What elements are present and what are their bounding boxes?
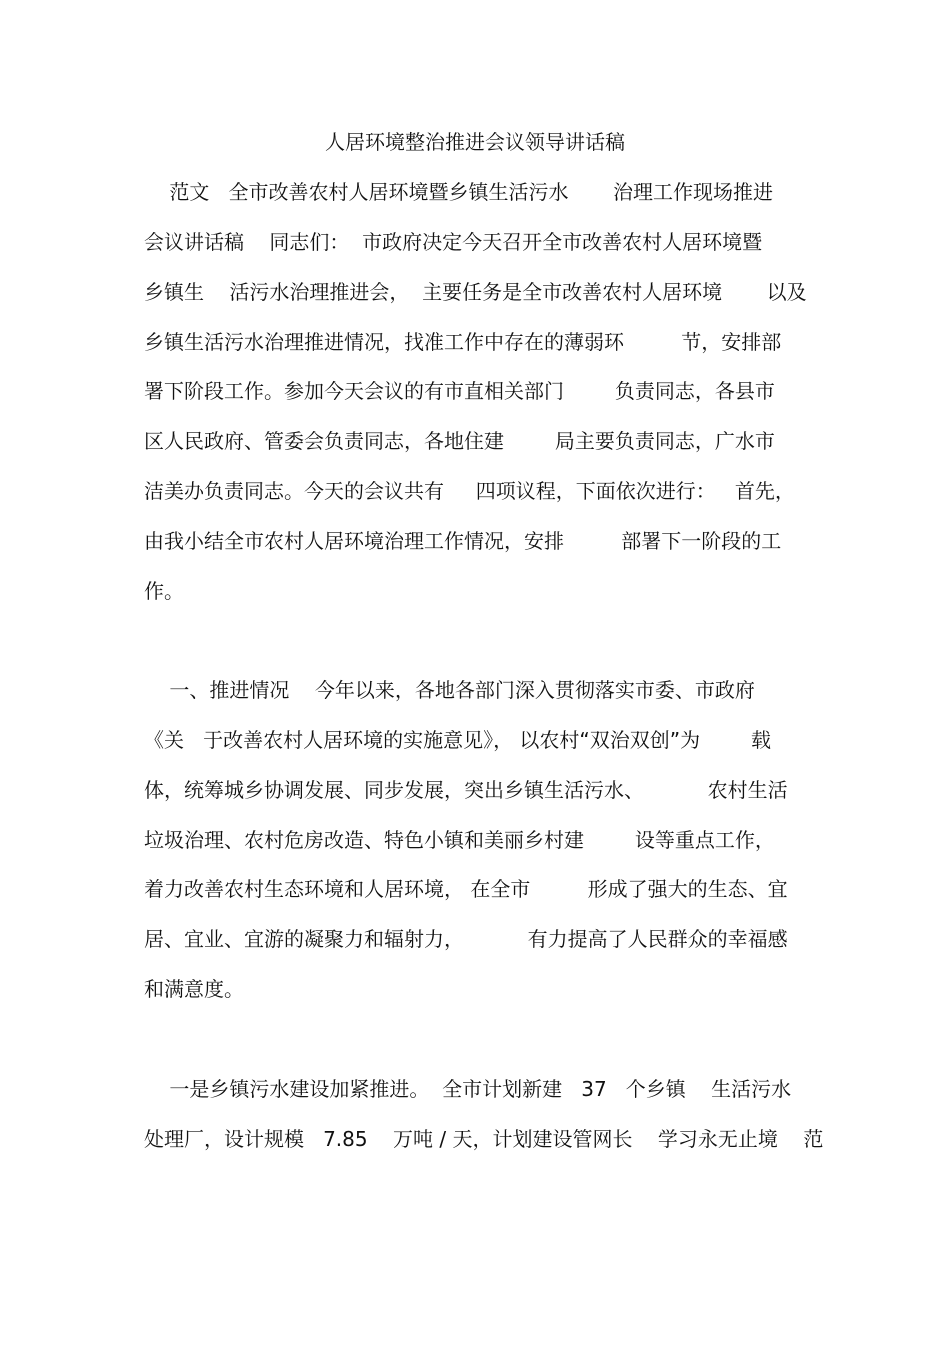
text-line: 作。 — [144, 579, 184, 603]
text-line: 会议讲话稿 同志们： 市政府决定今天召开全市改善农村人居环境暨 — [144, 230, 763, 254]
text-line: 着力改善农村生态环境和人居环境， 在全市 形成了强大的生态、宜 — [144, 877, 788, 901]
text-line: 由我小结全市农村人居环境治理工作情况，安排 部署下一阶段的工 — [144, 529, 782, 553]
text-line: 乡镇生 活污水治理推进会， 主要任务是全市改善农村人居环境 以及 — [144, 280, 807, 304]
text-line: 范文 全市改善农村人居环境暨乡镇生活污水 治理工作现场推进 — [144, 180, 774, 204]
text-line: 乡镇生活污水治理推进情况，找准工作中存在的薄弱环 节，安排部 — [144, 330, 782, 354]
document-title: 人居环境整治推进会议领导讲话稿 — [325, 130, 625, 154]
text-line: 《关 于改善农村人居环境的实施意见》， 以农村“双治双创”为 载 — [144, 728, 772, 752]
text-line: 一、推进情况 今年以来，各地各部门深入贯彻落实市委、市政府 — [144, 678, 755, 702]
text-line: 署下阶段工作。参加今天会议的有市直相关部门 负责同志，各县市 — [144, 379, 775, 403]
text-line: 垃圾治理、农村危房改造、特色小镇和美丽乡村建 设等重点工作， — [144, 828, 775, 852]
text-line: 区人民政府、管委会负责同志，各地住建 局主要负责同志，广水市 — [144, 429, 775, 453]
text-line: 处理厂，设计规模 7.85 万吨 / 天，计划建设管网长 学习永无止境 范 — [144, 1127, 824, 1151]
text-line: 体，统筹城乡协调发展、同步发展，突出乡镇生活污水、 农村生活 — [144, 778, 788, 802]
text-line: 洁美办负责同志。今天的会议共有 四项议程，下面依次进行： 首先， — [144, 479, 795, 503]
text-line: 一是乡镇污水建设加紧推进。 全市计划新建 37 个乡镇 生活污水 — [144, 1077, 792, 1101]
text-line: 和满意度。 — [144, 977, 244, 1001]
text-line: 居、宜业、宜游的凝聚力和辐射力， 有力提高了人民群众的幸福感 — [144, 927, 788, 951]
